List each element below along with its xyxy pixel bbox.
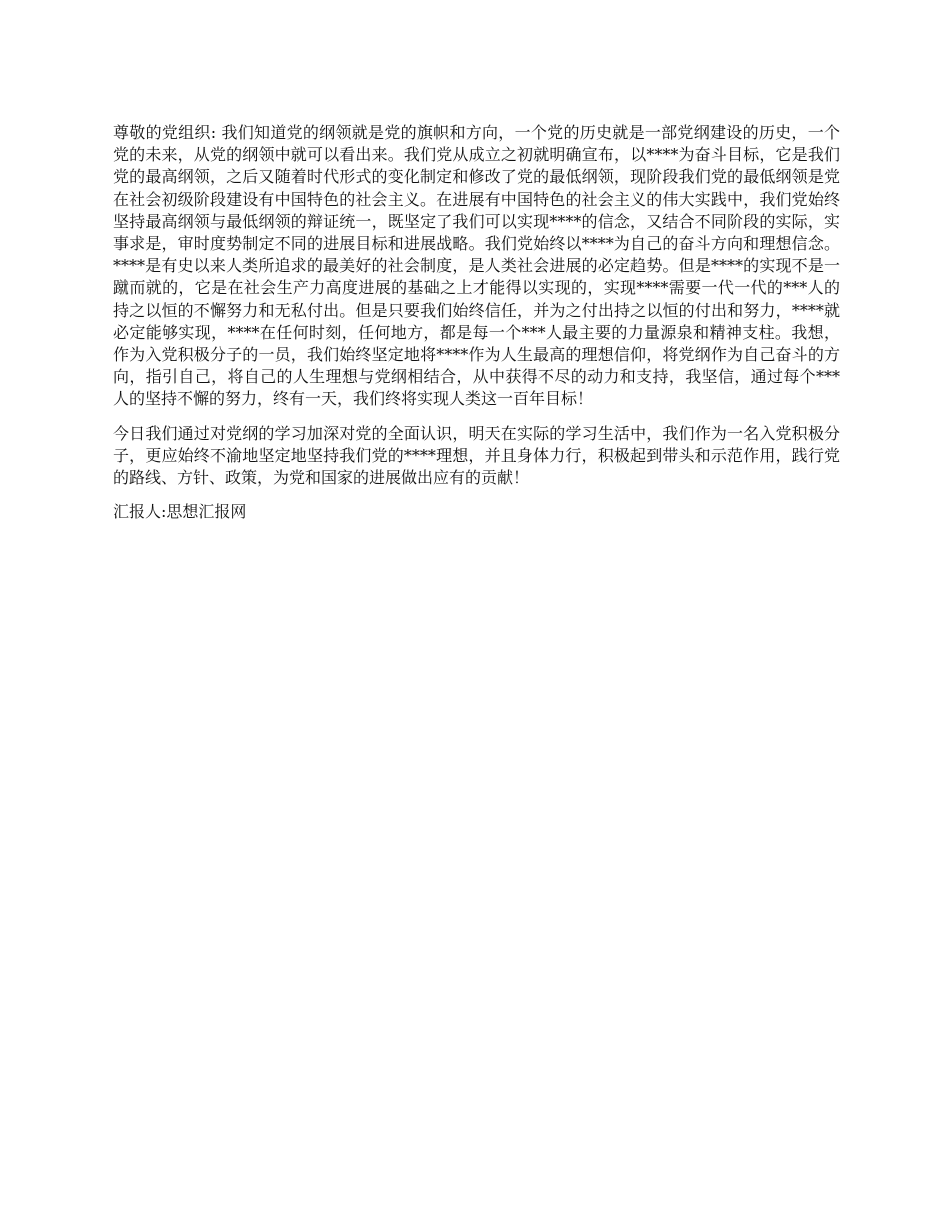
body-paragraph-2: 今日我们通过对党纲的学习加深对党的全面认识，明天在实际的学习生活中，我们作为一名入党积极分子，更应始终不渝地坚定地坚持我们党的****理想，并且身体力行，积极起到带头和示范作用，践行党的路线、方针、政策，为党和国家的进展做出应有的贡献！ (113, 423, 840, 488)
body-paragraph-1: 尊敬的党组织: 我们知道党的纲领就是党的旗帜和方向，一个党的历史就是一部党纲建设的历史，一个党的未来，从党的纲领中就可以看出来。我们党从成立之初就明确宣布，以****为奋斗目标，它是我们党的最高纲领，之后又随着时代形式的变化制定和修改了党的最低纲领，现阶段我们党的最低纲领是党在社会初级阶段建设有中国特色的社会主义。在进展有中国特色的社会主义的伟大实践中，我们党始终坚持最高纲领与最低纲领的辩证统一，既坚定了我们可以实现****的信念，又结合不同阶段的实际，实事求是，审时度势制定不同的进展目标和进展战略。我们党始终以****为自己的奋斗方向和理想信念。****是有史以来人类所追求的最美好的社会制度，是人类社会进展的必定趋势。但是****的实现不是一蹴而就的，它是在社会生产力高度进展的基础之上才能得以实现的，实现****需要一代一代的***人的持之以恒的不懈努力和无私付出。但是只要我们始终信任，并为之付出持之以恒的付出和努力，****就必定能够实现，****在任何时刻，任何地方，都是每一个***人最主要的力量源泉和精神支柱。我想，作为入党积极分子的一员，我们始终坚定地将****作为人生最高的理想信仰，将党纲作为自己奋斗的方向，指引自己，将自己的人生理想与党纲相结合，从中获得不尽的动力和支持，我坚信，通过每个***人的坚持不懈的努力，终有一天，我们终将实现人类这一百年目标！ (113, 123, 840, 409)
reporter-signature: 汇报人:思想汇报网 (113, 502, 247, 522)
document-page (113, 122, 840, 523)
